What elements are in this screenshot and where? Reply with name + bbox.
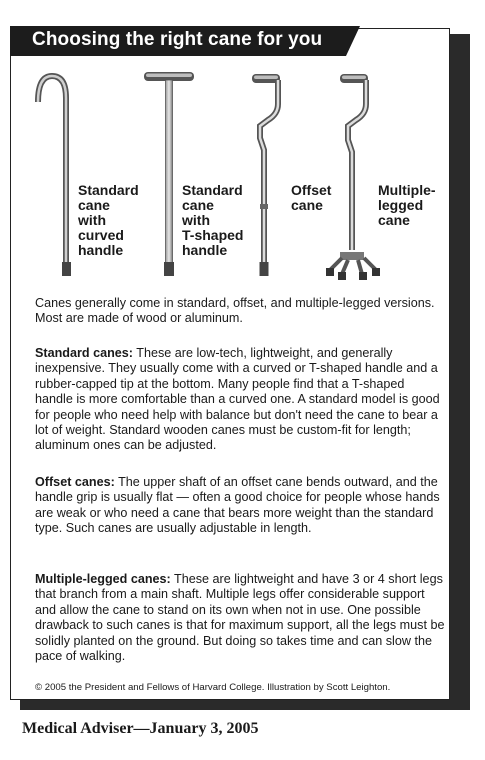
section-heading: Multiple-legged canes: [35,572,171,586]
section-text: These are lightweight and have 3 or 4 short legs that branch from a main shaft. Multiple legs offer considerable support and allow the cane to stand on its own when not in use. One possible drawback to such canes is that for maximum support, all the legs must be solidly planted on the ground. But doing so takes time and can slow the pace of walking. [35,572,445,664]
cane-label-multiple-legged: Multiple- legged cane [378,182,436,228]
cane-label-curved: Standard cane with curved handle [78,182,139,258]
publication-footer: Medical Adviser—January 3, 2005 [22,720,259,737]
page-title: Choosing the right cane for you [32,29,323,50]
multi-legged-cane-icon [326,74,380,280]
title-banner-notch [346,26,360,56]
offset-cane-icon [252,74,280,276]
section-text: The upper shaft of an offset cane bends outward, and the handle grip is usually flat — often a good choice for people whose hands are weak or who need a cane that bears more weight than the standard type. Such canes are usually adjustable in length. [35,475,440,536]
cane-label-t-shaped: Standard cane with T-shaped handle [182,182,244,258]
cane-label-offset: Offset cane [291,182,332,213]
section-heading: Offset canes: [35,475,115,489]
section-text: These are low-tech, lightweight, and generally inexpensive. They usually come with a curved or T-shaped handle and a rubber-capped tip at the bottom. Many people find that a T-shaped handle is more comfortable than a curved one. A standard model is good for people who need help with balance but don't need the cane to bear a lot of weight. Standard wooden canes must be custom-fit for length; aluminum ones can be adjusted. [35,346,440,453]
section-offset-canes [35,475,445,537]
cane-illustrations [30,70,450,285]
intro-paragraph: Canes generally come in standard, offset, and multiple-legged versions. Most are made of wood or aluminum. [35,296,435,326]
section-multiple-legged-canes [35,572,445,664]
section-standard-canes [35,346,445,454]
section-heading: Standard canes: [35,346,133,360]
curved-handle-cane-icon [38,76,71,276]
copyright-credit: © 2005 the President and Fellows of Harvard College. Illustration by Scott Leighton. [35,682,391,693]
title-banner [10,26,346,56]
